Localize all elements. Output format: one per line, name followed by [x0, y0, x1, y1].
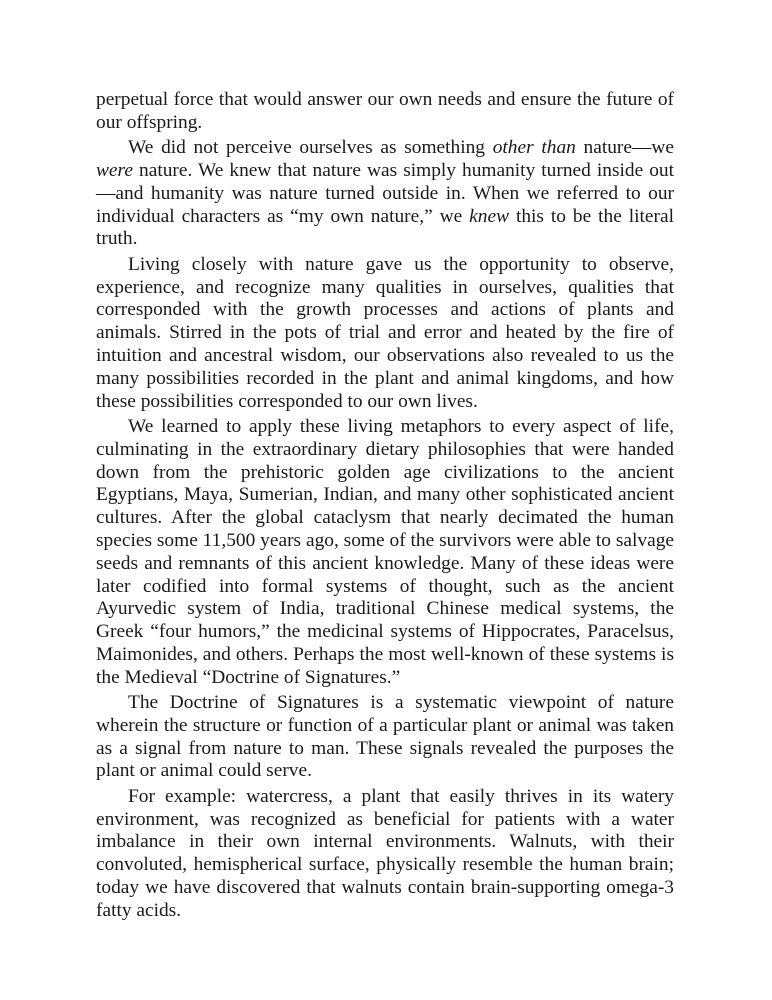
text-run: Living closely with nature gave us the opportunity to observe, experience, and recognize many qualities in ourselves, qualities that corresponded with the growth processes and actions of plants and animals. Stirred in the pots of trial and error and heated by the fire of intuition and ancestral wisdom, our observations also revealed to us the many possibilities recorded in the plant and animal kingdoms, and how these possibilities corresponded to our own lives.	[96, 253, 674, 412]
paragraph	[96, 416, 674, 690]
text-run: nature. We knew that nature was simply humanity turned inside out—and humanity was nature turned outside in. When we referred to our individual characters as “my own nature,” we	[96, 159, 674, 227]
text-run: We learned to apply these living metaphors to every aspect of life, culminating in the extraordinary dietary philosophies that were handed down from the prehistoric golden age civilizations to the ancient Egyptians, Maya, Sumerian, Indian, and many other sophisticated ancient cultures. After the global cataclysm that nearly decimated the human species some 11,500 years ago, some of the survivors were able to salvage seeds and remnants of this ancient knowledge. Many of these ideas were later codified into formal systems of thought, such as the ancient Ayurvedic system of India, traditional Chinese medical systems, the Greek “four humors,” the medicinal systems of Hippocrates, Paracelsus, Maimonides, and others. Perhaps the most well-known of these systems is the Medieval “Doctrine of Signatures.”	[96, 415, 674, 688]
text-run: nature—we	[575, 137, 675, 159]
emphasis-text: knew	[469, 205, 510, 227]
paragraph	[96, 786, 674, 923]
text-run: perpetual force that would answer our own needs and ensure the future of our offspring.	[96, 89, 674, 133]
paragraph	[96, 692, 674, 783]
emphasis-text: were	[96, 159, 133, 181]
paragraph	[96, 137, 674, 251]
text-run: this to be the literal truth.	[96, 205, 674, 250]
paragraph	[96, 254, 674, 414]
text-run: The Doctrine of Signatures is a systematic viewpoint of nature wherein the structure or function of a particular plant or animal was taken as a signal from nature to man. These signals revealed the purposes the plant or animal could serve.	[96, 692, 674, 782]
text-run: For example: watercress, a plant that easily thrives in its watery environment, was recognized as beneficial for patients with a water imbalance in their own internal environments. Walnuts, with their convoluted, hemispherical surface, physically resemble the human brain; today we have discovered that walnuts contain brain-supporting omega-3 fatty acids.	[96, 785, 674, 921]
page-body	[96, 89, 674, 925]
paragraph	[96, 89, 674, 135]
emphasis-text: other than	[492, 137, 576, 159]
text-run: We did not perceive ourselves as something	[128, 137, 493, 159]
